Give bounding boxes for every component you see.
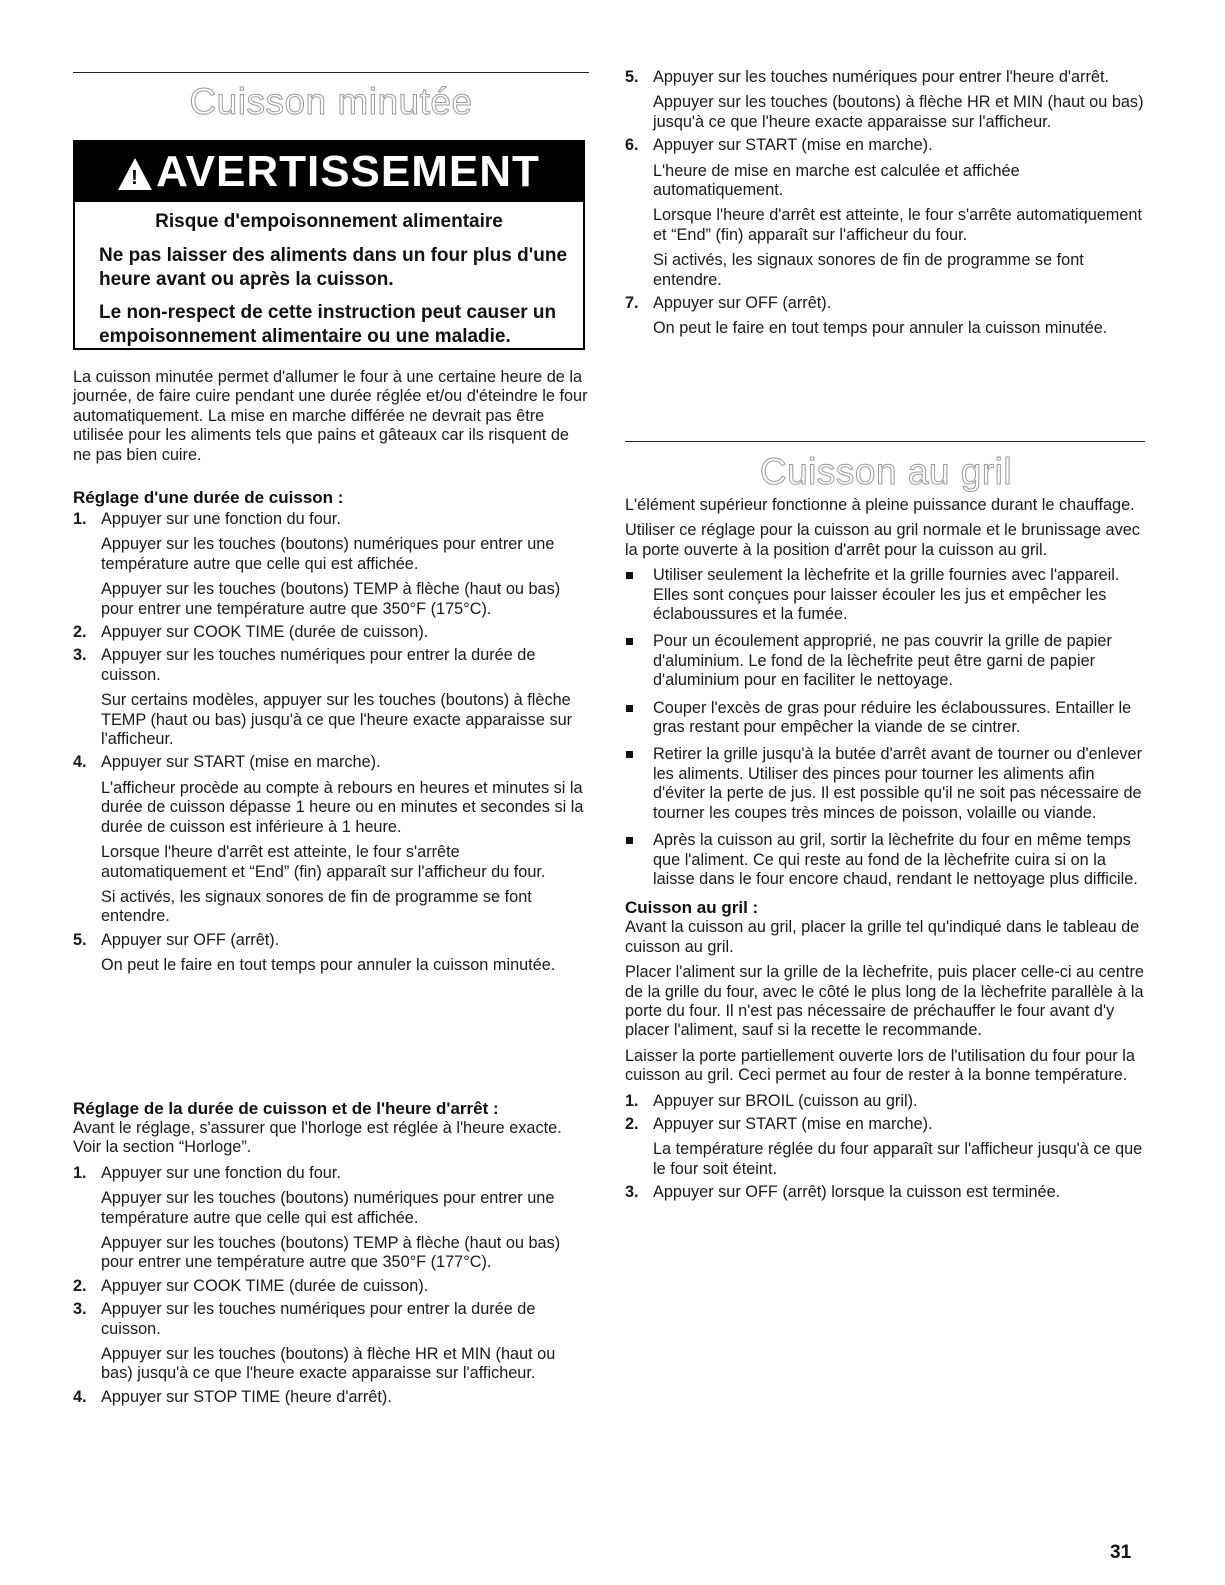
paragraph: Utiliser ce réglage pour la cuisson au gril normale et le brunissage avec la porte ouverte à la position d'arrêt pour la cuisson au gril. <box>625 521 1140 559</box>
step-detail: Sur certains modèles, appuyer sur les touches (boutons) à flèche TEMP (haut ou bas) jusqu'à ce que l'heure exacte apparaisse sur l'afficheur. <box>101 691 573 749</box>
bullet-item <box>625 632 1147 690</box>
step-text: Appuyer sur les touches numériques pour entrer la durée de cuisson. <box>101 1300 536 1338</box>
section-intro: Avant le réglage, s'assurer que l'horloge est réglée à l'heure exacte. Voir la section “Horloge”. <box>73 1119 562 1157</box>
step-number: 3. <box>625 1183 639 1202</box>
bullet-icon <box>626 638 633 645</box>
paragraph: Placer l'aliment sur la grille de la lèchefrite, puis placer celle-ci au centre de la grille du four, avec le côté le plus long de la lèchefrite parallèle à la porte du four. Il n'est pas nécessaire de préchauffer le four avant d'y placer l'aliment, sauf si la recette le recommande. <box>625 963 1144 1040</box>
step-detail: On peut le faire en tout temps pour annuler la cuisson minutée. <box>101 956 556 975</box>
step-text: Appuyer sur START (mise en marche). <box>653 136 933 155</box>
bullet-item <box>625 699 1147 738</box>
section-title-cuisson-minutee: Cuisson minutée <box>189 81 473 122</box>
page-number: 31 <box>1110 1542 1132 1563</box>
step-text: Appuyer sur BROIL (cuisson au gril). <box>653 1091 918 1110</box>
intro-paragraph: La cuisson minutée permet d'allumer le four à une certaine heure de la journée, de faire cuire pendant une durée réglée et/ou d'éteindre le four automatiquement. La mise en marche différée ne devrait pas être utilisée pour les aliments tels que pains et gâteaux car ils risquent de ne pas bien cuire. <box>73 368 588 464</box>
step-number: 1. <box>73 510 87 528</box>
subheading: Réglage de la durée de cuisson et de l'heure d'arrêt : <box>73 1099 499 1118</box>
step-item <box>73 1277 589 1296</box>
step-detail: Appuyer sur les touches (boutons) numériques pour entrer une température autre que celle qui est affichée. <box>101 1189 555 1227</box>
step-number: 2. <box>625 1114 639 1133</box>
bullet-icon <box>626 751 633 758</box>
bullet-item <box>625 745 1147 823</box>
step-item <box>73 646 589 749</box>
warning-triangle-icon <box>118 158 152 190</box>
warning-text: Ne pas laisser des aliments dans un four plus d'une heure avant ou après la cuisson. <box>99 245 568 290</box>
step-text: Appuyer sur une fonction du four. <box>101 510 341 528</box>
warning-heading-text: AVERTISSEMENT <box>156 147 540 196</box>
paragraph: Avant la cuisson au gril, placer la grille tel qu'indiqué dans le tableau de cuisson au gril. <box>625 918 1140 956</box>
step-number: 2. <box>73 1276 87 1295</box>
step-text: Appuyer sur START (mise en marche). <box>101 753 381 772</box>
section-rule <box>73 72 589 73</box>
cook-time-section <box>73 487 589 980</box>
bullet-list <box>625 566 1147 889</box>
warning-heading <box>75 142 583 202</box>
step-text: Appuyer sur COOK TIME (durée de cuisson). <box>101 1276 429 1295</box>
step-number: 5. <box>625 68 639 86</box>
step-number: 6. <box>625 136 639 155</box>
bullet-text: Après la cuisson au gril, sortir la lèchefrite du four en même temps que l'aliment. Ce qui reste au fond de la lèchefrite cuira si on la laisse dans le four encore chaud, rendant le nettoyage plus difficile. <box>653 831 1138 888</box>
step-number: 1. <box>625 1091 639 1110</box>
step-number: 4. <box>73 753 87 772</box>
step-item <box>73 1300 589 1384</box>
step-number: 2. <box>73 623 87 642</box>
step-number: 1. <box>73 1163 87 1182</box>
step-item <box>73 753 589 926</box>
section-title-cuisson-au-gril: Cuisson au gril <box>759 451 1013 492</box>
step-text: Appuyer sur une fonction du four. <box>101 1163 341 1182</box>
step-text: Appuyer sur OFF (arrêt). <box>101 930 280 949</box>
intro-block <box>73 368 589 471</box>
step-number: 3. <box>73 1300 87 1319</box>
step-detail: L'afficheur procède au compte à rebours en heures et minutes si la durée de cuisson dépasse 1 heure ou en minutes et secondes si la durée de cuisson est inférieure à 1 heure. <box>101 778 584 836</box>
step-item <box>625 1183 1147 1202</box>
warning-box <box>73 140 585 350</box>
bullet-text: Retirer la grille jusqu'à la butée d'arrêt avant de tourner ou d'enlever les aliments. Utiliser des pinces pour tourner les aliments afin d'éviter la perte de jus. Il est possible qu'il ne soit pas nécessaire de tourner les coupes très minces de poisson, volaille ou viande. <box>653 745 1143 822</box>
bullet-icon <box>626 705 633 712</box>
step-item <box>625 1115 1147 1179</box>
bullet-text: Utiliser seulement la lèchefrite et la grille fournies avec l'appareil. Elles sont conçues pour laisser écouler les jus et empêcher les éclaboussures et la fumée. <box>653 566 1120 624</box>
step-text: Appuyer sur OFF (arrêt). <box>653 294 832 313</box>
step-detail: Appuyer sur les touches (boutons) à flèche HR et MIN (haut ou bas) jusqu'à ce que l'heure exacte apparaisse sur l'afficheur. <box>653 93 1144 131</box>
step-detail: Si activés, les signaux sonores de fin de programme se font entendre. <box>101 887 532 926</box>
step-detail: Lorsque l'heure d'arrêt est atteinte, le four s'arrête automatiquement et “End” (fin) apparaît sur l'afficheur du four. <box>101 843 546 881</box>
subheading: Cuisson au gril : <box>625 898 759 918</box>
paragraph: Laisser la porte partiellement ouverte lors de l'utilisation du four pour la cuisson au gril. Ceci permet au four de rester à la bonne température. <box>625 1046 1135 1085</box>
step-detail: Si activés, les signaux sonores de fin de programme se font entendre. <box>653 251 1084 289</box>
step-detail: Appuyer sur les touches (boutons) TEMP à flèche (haut ou bas) pour entrer une température autre que 350°F (177°C). <box>101 1234 561 1272</box>
subheading: Réglage d'une durée de cuisson : <box>73 488 344 507</box>
step-detail: La température réglée du four apparaît sur l'afficheur jusqu'à ce que le four soit éteint. <box>653 1140 1143 1178</box>
paragraph: L'élément supérieur fonctionne à pleine puissance durant le chauffage. <box>625 496 1135 514</box>
step-text: Appuyer sur START (mise en marche). <box>653 1114 933 1133</box>
bullet-icon <box>626 572 633 579</box>
step-number: 4. <box>73 1387 87 1406</box>
step-detail: L'heure de mise en marche est calculée et affichée automatiquement. <box>653 161 1020 200</box>
step-number: 7. <box>625 294 639 313</box>
step-number: 3. <box>73 646 87 665</box>
step-text: Appuyer sur COOK TIME (durée de cuisson). <box>101 623 429 642</box>
bullet-item <box>625 566 1147 624</box>
step-item <box>73 1164 589 1273</box>
step-item <box>625 68 1147 132</box>
section-rule <box>625 441 1145 442</box>
bullet-text: Pour un écoulement approprié, ne pas couvrir la grille de papier d'aluminium. Le fond de la lèchefrite peut être garni de papier d'aluminium pour en faciliter le nettoyage. <box>653 632 1112 690</box>
step-detail: Lorsque l'heure d'arrêt est atteinte, le four s'arrête automatiquement et “End” (fin) apparaît sur l'afficheur du four. <box>653 206 1142 244</box>
step-item <box>625 1092 1147 1111</box>
bullet-item <box>625 831 1147 889</box>
warning-subtitle: Risque d'empoisonnement alimentaire <box>155 211 503 232</box>
step-item <box>625 136 1147 290</box>
warning-text: Le non-respect de cette instruction peut causer un empoisonnement alimentaire ou une maladie. <box>99 302 557 347</box>
step-number: 5. <box>73 930 87 949</box>
step-text: Appuyer sur les touches numériques pour entrer la durée de cuisson. <box>101 646 536 684</box>
step-detail: Appuyer sur les touches (boutons) TEMP à flèche (haut ou bas) pour entrer une température autre que 350°F (175°C). <box>101 580 561 618</box>
step-text: Appuyer sur OFF (arrêt) lorsque la cuisson est terminée. <box>653 1183 1061 1202</box>
step-item <box>625 294 1147 339</box>
step-item <box>73 623 589 642</box>
step-item <box>73 510 589 619</box>
step-item <box>73 1388 589 1407</box>
step-detail: Appuyer sur les touches (boutons) numériques pour entrer une température autre que celle qui est affichée. <box>101 535 555 573</box>
broil-section <box>625 496 1147 1207</box>
stop-time-continued <box>625 68 1147 343</box>
step-detail: Appuyer sur les touches (boutons) à flèche HR et MIN (haut ou bas) jusqu'à ce que l'heure exacte apparaisse sur l'afficheur. <box>101 1345 556 1383</box>
step-item <box>73 931 589 976</box>
step-detail: On peut le faire en tout temps pour annuler la cuisson minutée. <box>653 319 1108 338</box>
step-text: Appuyer sur STOP TIME (heure d'arrêt). <box>101 1387 392 1406</box>
bullet-icon <box>626 837 633 844</box>
step-text: Appuyer sur les touches numériques pour entrer l'heure d'arrêt. <box>653 68 1110 86</box>
stop-time-section <box>73 1098 589 1411</box>
bullet-text: Couper l'excès de gras pour réduire les éclaboussures. Entailler le gras restant pour empêcher la viande de se cintrer. <box>653 698 1132 737</box>
